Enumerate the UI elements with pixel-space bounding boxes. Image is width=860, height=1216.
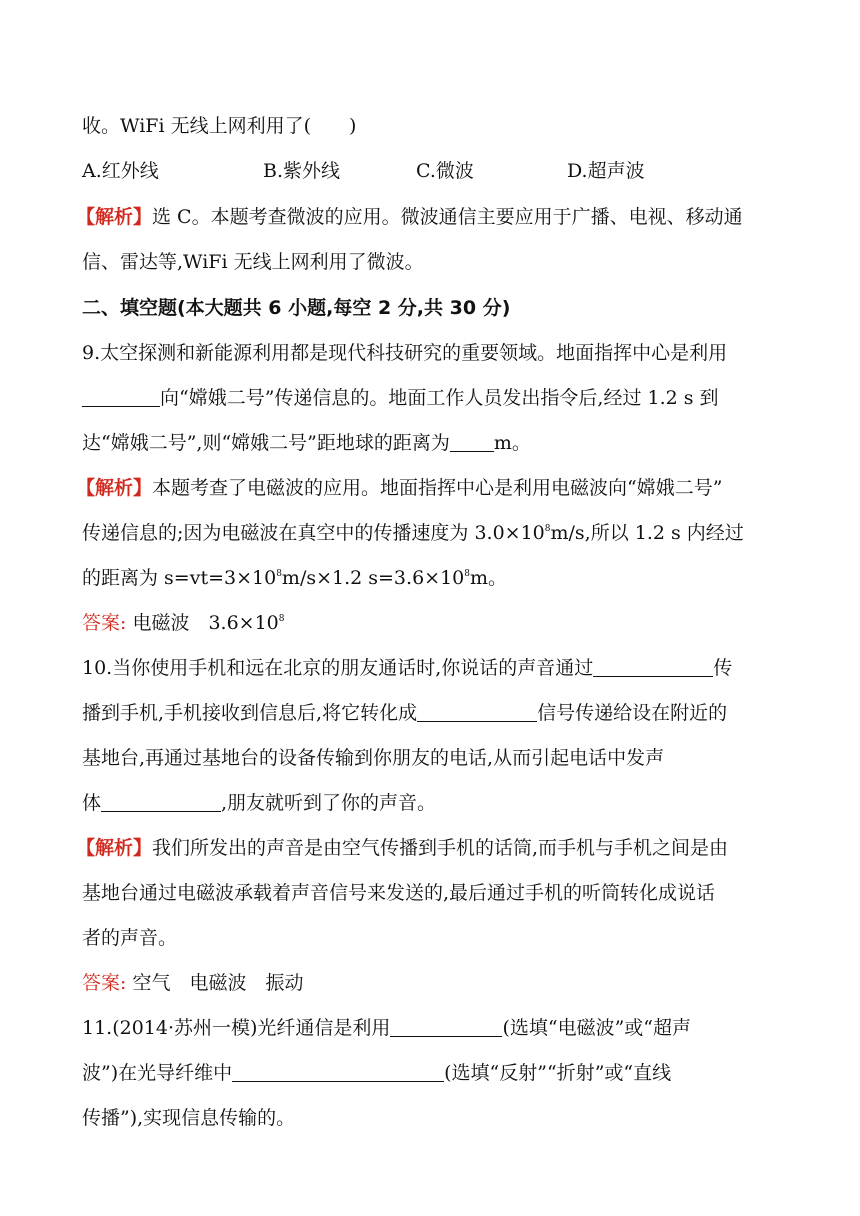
q9-text-3a: 达“嫦娥二号”,则“嫦娥二号”距地球的距离为: [82, 432, 450, 454]
q9-text-1: 9.太空探测和新能源利用都是现代科技研究的重要领域。地面指挥中心是利用: [82, 342, 728, 364]
q10-analysis-line-2: [82, 881, 782, 905]
q8-analysis-line-1: [76, 205, 782, 229]
q10-analysis-text-3: 者的声音。: [82, 927, 178, 949]
q9-text-3b: m。: [493, 432, 531, 454]
q11-line-2: [82, 1061, 782, 1085]
q9-answer-text: 电磁波 3.6×10: [132, 612, 279, 634]
q8-tail: [82, 114, 782, 138]
q9-blank-2[interactable]: [450, 431, 494, 452]
q10-answer: [82, 971, 782, 995]
q9-analysis-text-3b: m/s×1.2 s=3.6×10: [281, 567, 465, 589]
q11-text-1b: (选填“电磁波”或“超声: [502, 1017, 691, 1039]
q10-blank-3[interactable]: [101, 791, 221, 812]
q11-line-3: [82, 1106, 782, 1130]
q11-text-2b: (选填“反射”“折射”或“直线: [444, 1062, 672, 1084]
q11-line-1: [82, 1016, 782, 1040]
q10-analysis-line-1: [76, 836, 782, 860]
answer-tag: 答案:: [82, 612, 127, 634]
q10-text-2a: 播到手机,手机接收到信息后,将它转化成: [82, 702, 418, 724]
q8-analysis-text-2: 信、雷达等,WiFi 无线上网利用了微波。: [82, 251, 424, 273]
q10-blank-1[interactable]: [593, 656, 713, 677]
q9-analysis-exponent-1: 8: [276, 569, 282, 579]
q11-blank-1[interactable]: [390, 1016, 502, 1037]
q9-blank-1[interactable]: [82, 386, 160, 407]
q10-text-3: 基地台,再通过基地台的设备传输到你朋友的电话,从而引起电话中发声: [82, 747, 665, 769]
q9-answer-exponent: 8: [278, 614, 285, 624]
q8-analysis-line-2: [82, 250, 782, 274]
q8-analysis-text-1: 选 C。本题考查微波的应用。微波通信主要应用于广播、电视、移动通: [152, 206, 743, 228]
q9-analysis-exponent-2: 8: [464, 569, 470, 579]
section-heading-text: 二、填空题(本大题共 6 小题,每空 2 分,共 30 分): [82, 297, 511, 319]
section-heading: [82, 296, 782, 320]
q10-analysis-text-2: 基地台通过电磁波承载着声音信号来发送的,最后通过手机的听筒转化成说话: [82, 882, 716, 904]
analysis-tag: 【解析】: [76, 477, 153, 499]
q9-line-2: [82, 386, 782, 410]
q8-option-c: C.微波: [416, 160, 474, 182]
q9-analysis-line-3: [82, 566, 782, 590]
q10-line-4: [82, 791, 782, 815]
q9-text-2: 向“嫦娥二号”传递信息的。地面工作人员发出指令后,经过 1.2 s 到: [160, 387, 719, 409]
q11-text-3: 传播”),实现信息传输的。: [82, 1107, 296, 1129]
q10-text-1b: 传: [713, 657, 733, 679]
analysis-tag: 【解析】: [76, 206, 153, 228]
q10-answer-text: 空气 电磁波 振动: [132, 972, 304, 994]
q8-option-b: B.紫外线: [263, 160, 341, 182]
q9-analysis-exponent: 8: [544, 524, 551, 534]
q11-blank-2[interactable]: [232, 1061, 444, 1082]
q11-text-1a: 11.(2014·苏州一模)光纤通信是利用: [82, 1017, 391, 1039]
q10-analysis-line-3: [82, 926, 782, 950]
q10-text-2b: 信号传递给设在附近的: [537, 702, 728, 724]
answer-tag: 答案:: [82, 972, 127, 994]
q10-line-1: [82, 656, 782, 680]
q9-analysis-text-2b: m/s,所以 1.2 s 内经过: [550, 522, 744, 544]
q10-text-1a: 10.当你使用手机和远在北京的朋友通话时,你说话的声音通过: [82, 657, 594, 679]
q9-analysis-text-3c: m。: [469, 567, 508, 589]
q9-analysis-text-2a: 传递信息的;因为电磁波在真空中的传播速度为 3.0×10: [82, 522, 545, 544]
q9-analysis-line-1: [76, 476, 782, 500]
q11-text-2a: 波”)在光导纤维中: [82, 1062, 233, 1084]
q10-text-4a: 体: [82, 792, 102, 814]
q9-analysis-line-2: [82, 521, 782, 545]
q8-option-a: A.红外线: [82, 160, 159, 182]
q9-analysis-text-1: 本题考查了电磁波的应用。地面指挥中心是利用电磁波向“嫦娥二号”: [152, 477, 723, 499]
q10-text-4b: ,朋友就听到了你的声音。: [221, 792, 437, 814]
q9-line-3: [82, 431, 782, 455]
q9-line-1: [82, 341, 782, 365]
q9-answer: [82, 611, 782, 635]
analysis-tag: 【解析】: [76, 837, 153, 859]
q8-option-d: D.超声波: [567, 160, 645, 182]
q10-line-3: [82, 746, 782, 770]
q10-blank-2[interactable]: [417, 701, 537, 722]
q10-line-2: [82, 701, 782, 725]
q8-tail-text: 收。WiFi 无线上网利用了( ): [82, 115, 357, 137]
q10-analysis-text-1: 我们所发出的声音是由空气传播到手机的话筒,而手机与手机之间是由: [152, 837, 729, 859]
q9-analysis-text-3a: 的距离为 s=vt=3×10: [82, 567, 277, 589]
